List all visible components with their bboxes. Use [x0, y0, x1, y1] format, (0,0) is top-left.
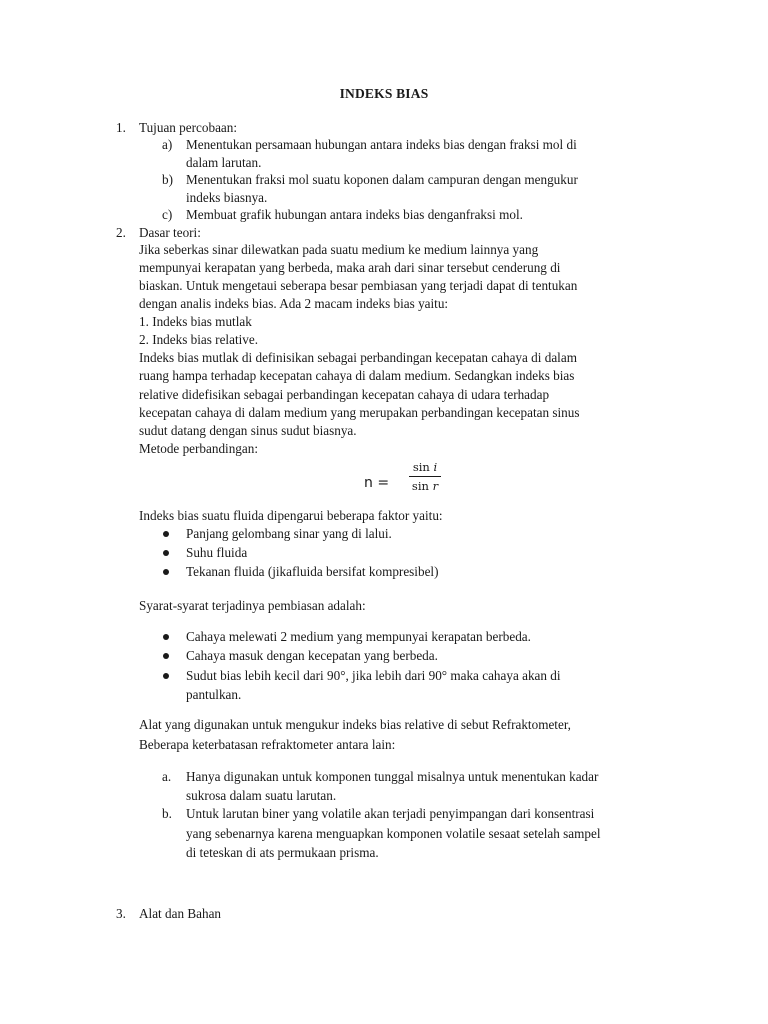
condition-intro: Syarat-syarat terjadinya pembiasan adalah:: [139, 598, 366, 613]
factor-item: Suhu fluida: [186, 545, 248, 560]
bullet-icon: [163, 531, 169, 537]
section-2-number: 2.: [116, 225, 126, 240]
type-relative: 2. Indeks bias relative.: [139, 332, 259, 347]
formula-fraction: [408, 458, 442, 495]
formula-denominator: [408, 477, 442, 495]
bullet-icon: [163, 550, 169, 556]
paragraph-line: dengan analis indeks bias. Ada 2 macam indeks bias yaitu:: [139, 296, 449, 311]
goal-b-line-1: Menentukan fraksi mol suatu koponen dalam campuran dengan mengukur: [186, 172, 578, 187]
section-3-number: 3.: [116, 906, 126, 921]
section-3-heading: Alat dan Bahan: [139, 906, 222, 921]
goal-c-marker: c): [162, 207, 173, 222]
limitation-a-line: sukrosa dalam suatu larutan.: [186, 788, 337, 803]
goal-a-line-1: Menentukan persamaan hubungan antara indeks bias dengan fraksi mol di: [186, 137, 577, 152]
bullet-icon: [163, 634, 169, 640]
numerator-fn: sin: [412, 460, 430, 474]
paragraph-line: ruang hampa terhadap kecepatan cahaya di dalam medium. Sedangkan indeks bias: [139, 368, 575, 383]
paragraph-line: relative didefisikan sebagai perbandingan kecepatan cahaya di udara terhadap: [139, 387, 550, 402]
condition-item: Cahaya melewati 2 medium yang mempunyai kerapatan berbeda.: [186, 629, 531, 644]
page-title: INDEKS BIAS: [339, 86, 429, 101]
formula-lhs: n =: [364, 475, 390, 491]
formula-numerator: [408, 458, 442, 476]
denominator-var: r: [432, 479, 439, 493]
condition-item: Cahaya masuk dengan kecepatan yang berbeda.: [186, 648, 438, 663]
factor-intro: Indeks bias suatu fluida dipengarui beberapa faktor yaitu:: [139, 508, 443, 523]
paragraph-line: Jika seberkas sinar dilewatkan pada suatu medium ke medium lainnya yang: [139, 242, 539, 257]
bullet-icon: [163, 569, 169, 575]
denominator-fn: sin: [411, 479, 429, 493]
limitation-b-line: yang sebenarnya karena menguapkan komponen volatile sesaat setelah sampel: [186, 826, 601, 841]
refraction-formula: [364, 458, 454, 498]
bullet-icon: [163, 673, 169, 679]
paragraph-line: mempunyai kerapatan yang berbeda, maka arah dari sinar tersebut cenderung di: [139, 260, 561, 275]
type-absolute: 1. Indeks bias mutlak: [139, 314, 252, 329]
limitation-a-marker: a.: [162, 769, 172, 784]
paragraph-line: Indeks bias mutlak di definisikan sebagai perbandingan kecepatan cahaya di dalam: [139, 350, 577, 365]
goal-b-marker: b): [162, 172, 173, 187]
limitation-b-line: Untuk larutan biner yang volatile akan terjadi penyimpangan dari konsentrasi: [186, 806, 595, 821]
factor-item: Tekanan fluida (jikafluida bersifat kompresibel): [186, 564, 439, 579]
paragraph-line: kecepatan cahaya di dalam medium yang merupakan perbandingan kecepatan sinus: [139, 405, 580, 420]
numerator-var: i: [433, 460, 438, 474]
section-2-heading: Dasar teori:: [139, 225, 201, 240]
paragraph-line: biaskan. Untuk mengetaui seberapa besar pembiasan yang terjadi dapat di tentukan: [139, 278, 578, 293]
factor-item: Panjang gelombang sinar yang di lalui.: [186, 526, 392, 541]
goal-b-line-2: indeks biasnya.: [186, 190, 268, 205]
section-1-heading: Tujuan percobaan:: [139, 120, 238, 135]
tool-intro-line: Beberapa keterbatasan refraktometer antara lain:: [139, 737, 396, 752]
tool-intro-line: Alat yang digunakan untuk mengukur indeks bias relative di sebut Refraktometer,: [139, 717, 571, 732]
limitation-a-line: Hanya digunakan untuk komponen tunggal misalnya untuk menentukan kadar: [186, 769, 599, 784]
goal-a-marker: a): [162, 137, 173, 152]
condition-item-cont: pantulkan.: [186, 687, 242, 702]
limitation-b-marker: b.: [162, 806, 172, 821]
section-1-number: 1.: [116, 120, 126, 135]
goal-c-line-1: Membuat grafik hubungan antara indeks bias denganfraksi mol.: [186, 207, 523, 222]
paragraph-line: sudut datang dengan sinus sudut biasnya.: [139, 423, 357, 438]
condition-item: Sudut bias lebih kecil dari 90°, jika lebih dari 90° maka cahaya akan di: [186, 668, 561, 683]
goal-a-line-2: dalam larutan.: [186, 155, 262, 170]
limitation-b-line: di teteskan di ats permukaan prisma.: [186, 845, 379, 860]
bullet-icon: [163, 653, 169, 659]
method-label: Metode perbandingan:: [139, 441, 259, 456]
